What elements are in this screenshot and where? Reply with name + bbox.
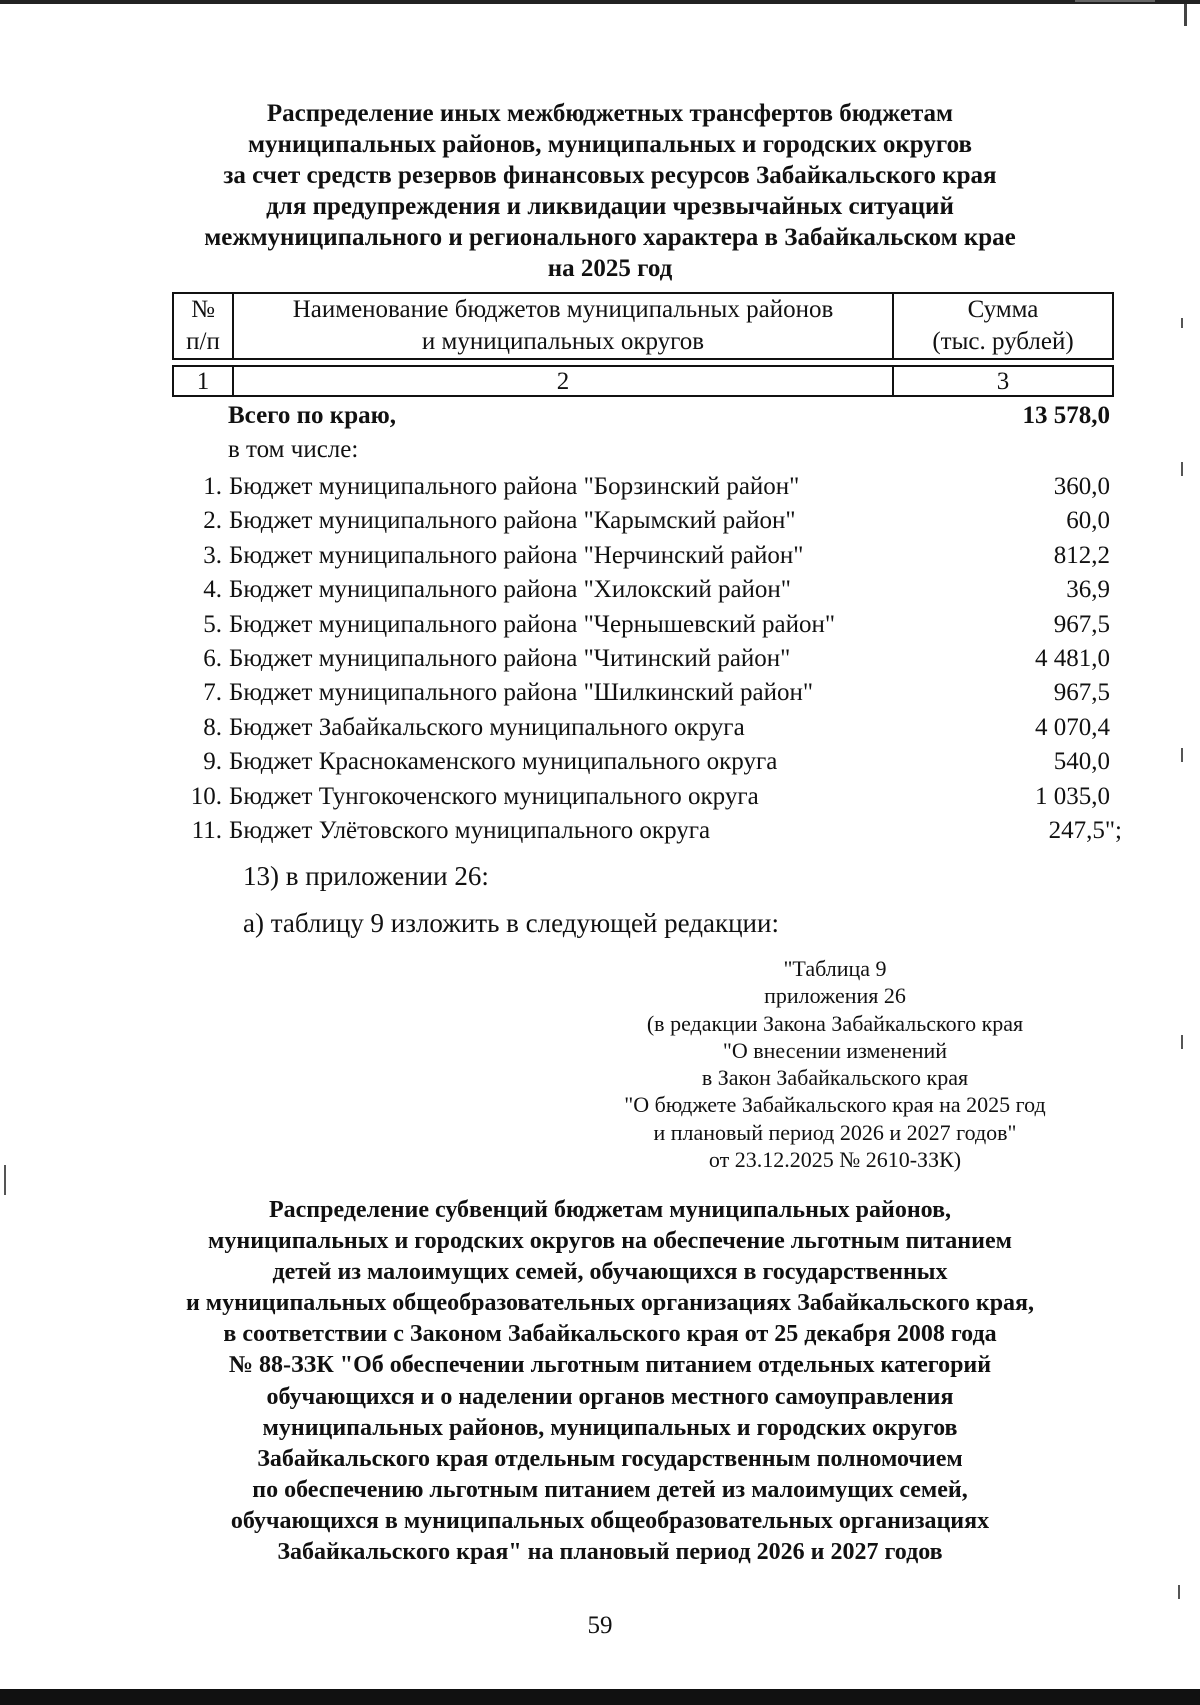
table-row <box>172 814 1122 848</box>
row-number: 8. <box>203 713 222 741</box>
table-row <box>172 676 1122 710</box>
row-number: 6. <box>203 644 222 672</box>
title-line: муниципальных районов, муниципальных и городских округов <box>248 131 972 158</box>
table-header <box>172 292 1114 360</box>
section-title-line: и муниципальных общеобразовательных организациях Забайкальского края, <box>185 1290 1035 1317</box>
row-value: 967,5 <box>1053 679 1110 707</box>
section-title-line: муниципальных и городских округов на обеспечение льготным питанием <box>208 1228 1012 1255</box>
row-name: Бюджет муниципального района "Читинский район" <box>229 644 791 672</box>
column-number: 2 <box>556 368 570 395</box>
row-name: Бюджет муниципального района "Карымский район" <box>229 507 796 535</box>
section-title-line: Распределение субвенций бюджетам муниципальных районов, <box>268 1197 952 1223</box>
header-name <box>234 294 892 358</box>
header-name-line: и муниципальных округов <box>421 328 705 355</box>
row-number: 11. <box>191 816 222 844</box>
row-name: Бюджет муниципального района "Нерчинский район" <box>229 541 804 569</box>
section-title-line: муниципальных районов, муниципальных и городских округов <box>262 1414 958 1441</box>
section-title-line: Забайкальского края" на плановый период 2026 и 2027 годов <box>277 1539 943 1566</box>
table-row <box>172 745 1122 779</box>
row-number: 3. <box>203 541 222 569</box>
section-title-line: детей из малоимущих семей, обучающихся в государственных <box>272 1259 948 1286</box>
row-name: Бюджет муниципального района "Хилокский район" <box>229 576 792 604</box>
row-value: 540,0 <box>1053 748 1110 776</box>
reference-line: (в редакции Закона Забайкальского края <box>646 1010 1024 1036</box>
row-value: 812,2 <box>1053 541 1110 569</box>
reference-line: "Таблица 9 <box>783 956 887 981</box>
paragraph-13: 13) в приложении 26: <box>243 861 489 891</box>
scan-artifact <box>1075 0 1155 2</box>
section-title-line: в соответствии с Законом Забайкальского края от 25 декабря 2008 года <box>223 1321 997 1348</box>
reference-line: "О бюджете Забайкальского края на 2025 год <box>624 1092 1046 1118</box>
scan-border-bottom <box>0 1689 1200 1705</box>
title-line: Распределение иных межбюджетных трансфертов бюджетам <box>266 100 954 127</box>
row-number: 9. <box>203 748 222 776</box>
title-line: для предупреждения и ликвидации чрезвычайных ситуаций <box>266 193 954 220</box>
section-title-line: по обеспечению льготным питанием детей из малоимущих семей, <box>252 1476 968 1503</box>
row-value: 1 035,0 <box>1035 782 1110 810</box>
row-value: 4 070,4 <box>1035 713 1110 741</box>
title-line: межмуниципального и регионального характера в Забайкальском крае <box>204 224 1016 251</box>
column-number: 1 <box>196 368 210 395</box>
row-number: 4. <box>203 576 222 604</box>
scan-speck <box>1181 1035 1183 1049</box>
row-number: 1. <box>203 473 222 500</box>
section-title-line: обучающихся в муниципальных общеобразовательных организациях <box>230 1507 990 1534</box>
table-row <box>172 539 1122 573</box>
table-row <box>172 711 1122 745</box>
row-value: 36,9 <box>1066 576 1110 604</box>
title-line: за счет средств резервов финансовых ресурсов Забайкальского края <box>223 162 997 189</box>
header-sum-line: Сумма <box>967 296 1039 323</box>
header-sum <box>894 294 1112 358</box>
header-num-line: п/п <box>186 328 220 355</box>
reference-line: в Закон Забайкальского края <box>701 1065 969 1091</box>
table-row <box>172 608 1122 642</box>
table-row <box>172 780 1122 814</box>
row-value: 4 481,0 <box>1035 644 1110 672</box>
row-name: Бюджет Краснокаменского муниципального округа <box>229 748 778 776</box>
total-label: Всего по краю, <box>228 402 396 429</box>
row-name: Бюджет Улётовского муниципального округа <box>229 816 711 844</box>
title-line: на 2025 год <box>547 255 673 282</box>
header-num <box>174 294 232 358</box>
row-number: 10. <box>190 782 222 810</box>
total-value: 13 578,0 <box>1022 402 1110 429</box>
reference-line: приложения 26 <box>764 983 906 1009</box>
row-number: 2. <box>203 507 222 535</box>
scan-speck <box>1181 462 1183 476</box>
header-name-line: Наименование бюджетов муниципальных районов <box>292 296 834 323</box>
row-name: Бюджет муниципального района "Чернышевский район" <box>229 610 836 638</box>
document-title <box>140 98 1080 284</box>
row-number: 5. <box>203 610 222 638</box>
column-number: 3 <box>996 368 1010 395</box>
scan-speck <box>1181 748 1183 762</box>
header-num-line: № <box>191 296 215 323</box>
row-name: Бюджет муниципального района "Борзинский район" <box>229 473 800 500</box>
row-number: 7. <box>203 679 222 707</box>
reference-line: и плановый период 2026 и 2027 годов" <box>653 1119 1017 1145</box>
scan-border-top <box>0 0 1200 4</box>
row-name: Бюджет Тунгокоченского муниципального округа <box>229 782 759 810</box>
header-sum-line: (тыс. рублей) <box>932 328 1074 355</box>
scan-speck <box>1178 1585 1180 1599</box>
row-name: Бюджет Забайкальского муниципального округа <box>229 713 745 741</box>
reference-line: от 23.12.2025 № 2610-ЗЗК) <box>708 1147 962 1173</box>
including-label: в том числе: <box>228 436 359 463</box>
column-numbers-row <box>172 365 1114 397</box>
row-value: 360,0 <box>1053 473 1110 500</box>
table-row <box>172 470 1122 504</box>
section-title-line: № 88-ЗЗК "Об обеспечении льготным питанием отдельных категорий <box>228 1352 992 1379</box>
scan-speck <box>1181 318 1183 328</box>
section-title <box>130 1195 1090 1568</box>
table-body <box>172 470 1122 848</box>
table-row <box>172 642 1122 676</box>
table-reference <box>560 955 1110 1173</box>
row-value: 60,0 <box>1066 507 1110 535</box>
row-name: Бюджет муниципального района "Шилкинский район" <box>229 679 814 707</box>
paragraph-a: а) таблицу 9 изложить в следующей редакции: <box>243 908 779 938</box>
scan-artifact <box>1184 4 1187 26</box>
page-number: 59 <box>587 1612 613 1639</box>
section-title-line: Забайкальского края отдельным государственным полномочием <box>257 1445 963 1472</box>
table-row <box>172 504 1122 538</box>
section-title-line: обучающихся и о наделении органов местного самоуправления <box>266 1383 954 1410</box>
table-row <box>172 573 1122 607</box>
row-value: 247,5"; <box>1048 816 1122 844</box>
scan-speck <box>4 1165 6 1195</box>
row-value: 967,5 <box>1053 610 1110 638</box>
reference-line: "О внесении изменений <box>722 1037 948 1063</box>
